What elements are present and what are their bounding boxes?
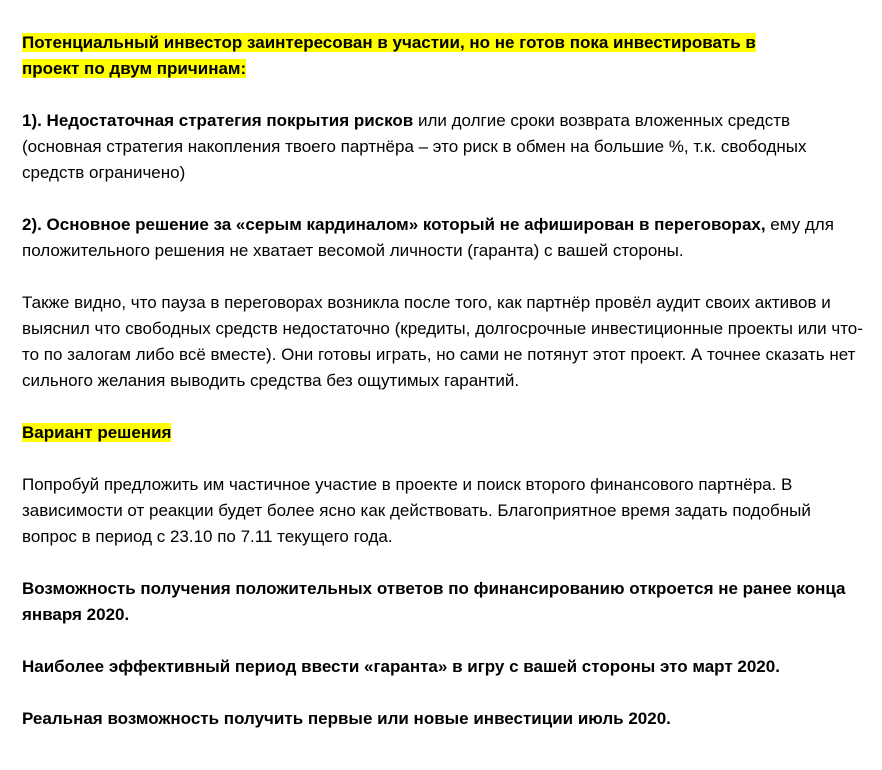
intro-line-1: Потенциальный инвестор заинтересован в участии, но не готов пока инвестировать в xyxy=(22,33,756,52)
intro-paragraph xyxy=(22,30,867,82)
reason-1-paragraph xyxy=(22,108,867,186)
solution-paragraph: Попробуй предложить им частичное участие в проекте и поиск второго финансового партнёра. В зависимости от реакции будет более ясно как действовать. Благоприятное время задать подобный вопрос в период с 23.10 по 7.11 текущего года. xyxy=(22,475,811,546)
investment-paragraph: Реальная возможность получить первые или новые инвестиции июль 2020. xyxy=(22,709,671,728)
reason-1-text: или долгие сроки возврата вложенных средств (основная стратегия накопления твоего партнёра – это риск в обмен на большие %, т.к. свободных средств ограничено) xyxy=(22,111,807,182)
reason-2-text: ему для положительного решения не хватает весомой личности (гаранта) с вашей стороны. xyxy=(22,215,834,260)
solution-heading-paragraph xyxy=(22,420,867,446)
reason-2-title: 2). Основное решение за «серым кардиналом» который не афиширован в переговорах, xyxy=(22,215,766,234)
solution-heading: Вариант решения xyxy=(22,423,172,442)
intro-line-2: проект по двум причинам: xyxy=(22,59,247,78)
possibility-paragraph: Возможность получения положительных ответов по финансированию откроется не ранее конца января 2020. xyxy=(22,579,846,624)
also-paragraph: Также видно, что пауза в переговорах возникла после того, как партнёр провёл аудит своих активов и выяснил что свободных средств недостаточно (кредиты, долгосрочные инвестиционные проекты или что-то по залогам либо всё вместе). Они готовы играть, но сами не потянут этот проект. А точнее сказать нет сильного желания выводить средства без ощутимых гарантий. xyxy=(22,293,863,390)
guarantor-paragraph: Наиболее эффективный период ввести «гаранта» в игру с вашей стороны это март 2020. xyxy=(22,657,780,676)
reason-1-title: 1). Недостаточная стратегия покрытия рисков xyxy=(22,111,414,130)
reason-2-paragraph xyxy=(22,212,867,264)
document-body xyxy=(22,30,867,758)
